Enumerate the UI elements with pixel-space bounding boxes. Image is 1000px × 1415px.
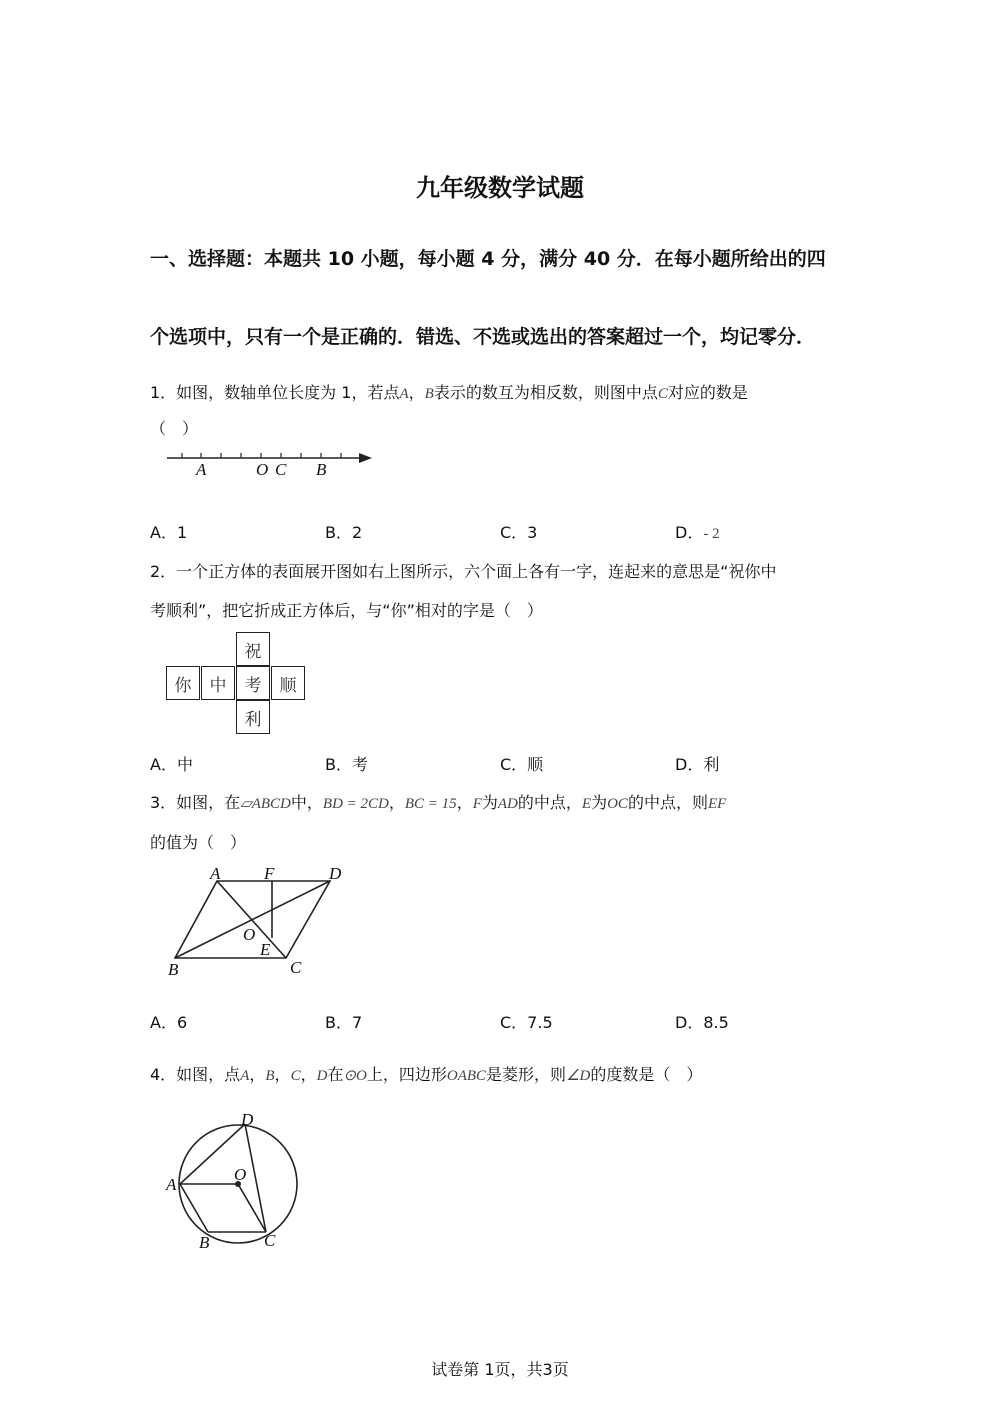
q3-option-c: C．7.5 bbox=[500, 1013, 553, 1032]
net-cell-1: 你 bbox=[166, 666, 200, 700]
question-2-line2: 考顺利”，把它折成正方体后，与“你”相对的字是（ ） bbox=[150, 601, 543, 620]
number-line-figure bbox=[160, 444, 380, 484]
net-cell-2: 中 bbox=[201, 666, 235, 700]
q1-option-a: A．1 bbox=[150, 523, 188, 542]
q2-option-b: B．考 bbox=[325, 755, 368, 774]
q2-option-d: D．利 bbox=[675, 755, 720, 774]
q3-option-a: A．6 bbox=[150, 1013, 188, 1032]
circle-rhombus-figure bbox=[160, 1105, 310, 1255]
axis-label-o: O bbox=[256, 460, 269, 479]
page-title: 九年级数学试题 bbox=[416, 174, 584, 202]
section-heading-line2: 个选项中，只有一个是正确的．错选、不选或选出的答案超过一个，均记零分． bbox=[150, 326, 816, 348]
fig3-label-b: B bbox=[168, 960, 179, 979]
page-footer: 试卷第 1页，共3页 bbox=[431, 1360, 569, 1379]
fig4-label-b: B bbox=[199, 1233, 210, 1252]
q2-option-a: A．中 bbox=[150, 755, 193, 774]
cube-net-figure bbox=[166, 632, 306, 736]
fig4-label-o: O bbox=[234, 1165, 247, 1184]
question-4-text: 4．如图，点A，B，C，D在⊙O上，四边形OABC是菱形，则∠D的度数是（ ） bbox=[150, 1065, 703, 1084]
q3-option-b: B．7 bbox=[325, 1013, 363, 1032]
q3-option-d: D．8.5 bbox=[675, 1013, 729, 1032]
section-heading-line1: 一、选择题：本题共 10 小题，每小题 4 分，满分 40 分．在每小题所给出的四 bbox=[150, 248, 826, 270]
question-1-answer-paren: （ ） bbox=[150, 419, 199, 438]
net-cell-3: 考 bbox=[236, 666, 270, 700]
q1-option-c: C．3 bbox=[500, 523, 538, 542]
fig4-label-a: A bbox=[166, 1175, 177, 1194]
net-cell-bottom: 利 bbox=[236, 700, 270, 734]
fig3-label-o: O bbox=[243, 925, 256, 944]
q1-option-b: B．2 bbox=[325, 523, 363, 542]
question-3-line1: 3．如图，在▱ABCD中，BD = 2CD，BC = 15，F为AD的中点，E为OC的中点，则EF bbox=[150, 793, 727, 812]
axis-label-a: A bbox=[196, 460, 207, 479]
axis-label-c: C bbox=[275, 460, 287, 479]
fig3-label-d: D bbox=[329, 864, 342, 883]
net-cell-4: 顺 bbox=[271, 666, 305, 700]
fig3-label-f: F bbox=[264, 864, 275, 883]
parallelogram-figure bbox=[160, 858, 360, 983]
question-1-text: 1．如图，数轴单位长度为 1，若点A，B表示的数互为相反数，则图中点C对应的数是 bbox=[150, 383, 748, 402]
q1-option-d: D．- 2 bbox=[675, 523, 720, 542]
fig4-label-d: D bbox=[241, 1110, 254, 1129]
question-2-line1: 2．一个正方体的表面展开图如右上图所示，六个面上各有一字，连起来的意思是“祝你中 bbox=[150, 562, 777, 581]
axis-label-b: B bbox=[316, 460, 327, 479]
fig3-label-e: E bbox=[260, 940, 271, 959]
question-3-line2: 的值为（ ） bbox=[150, 833, 247, 852]
q2-option-c: C．顺 bbox=[500, 755, 544, 774]
fig4-label-c: C bbox=[264, 1231, 276, 1250]
net-cell-top: 祝 bbox=[236, 632, 270, 666]
fig3-label-a: A bbox=[210, 864, 221, 883]
fig3-label-c: C bbox=[290, 958, 302, 977]
